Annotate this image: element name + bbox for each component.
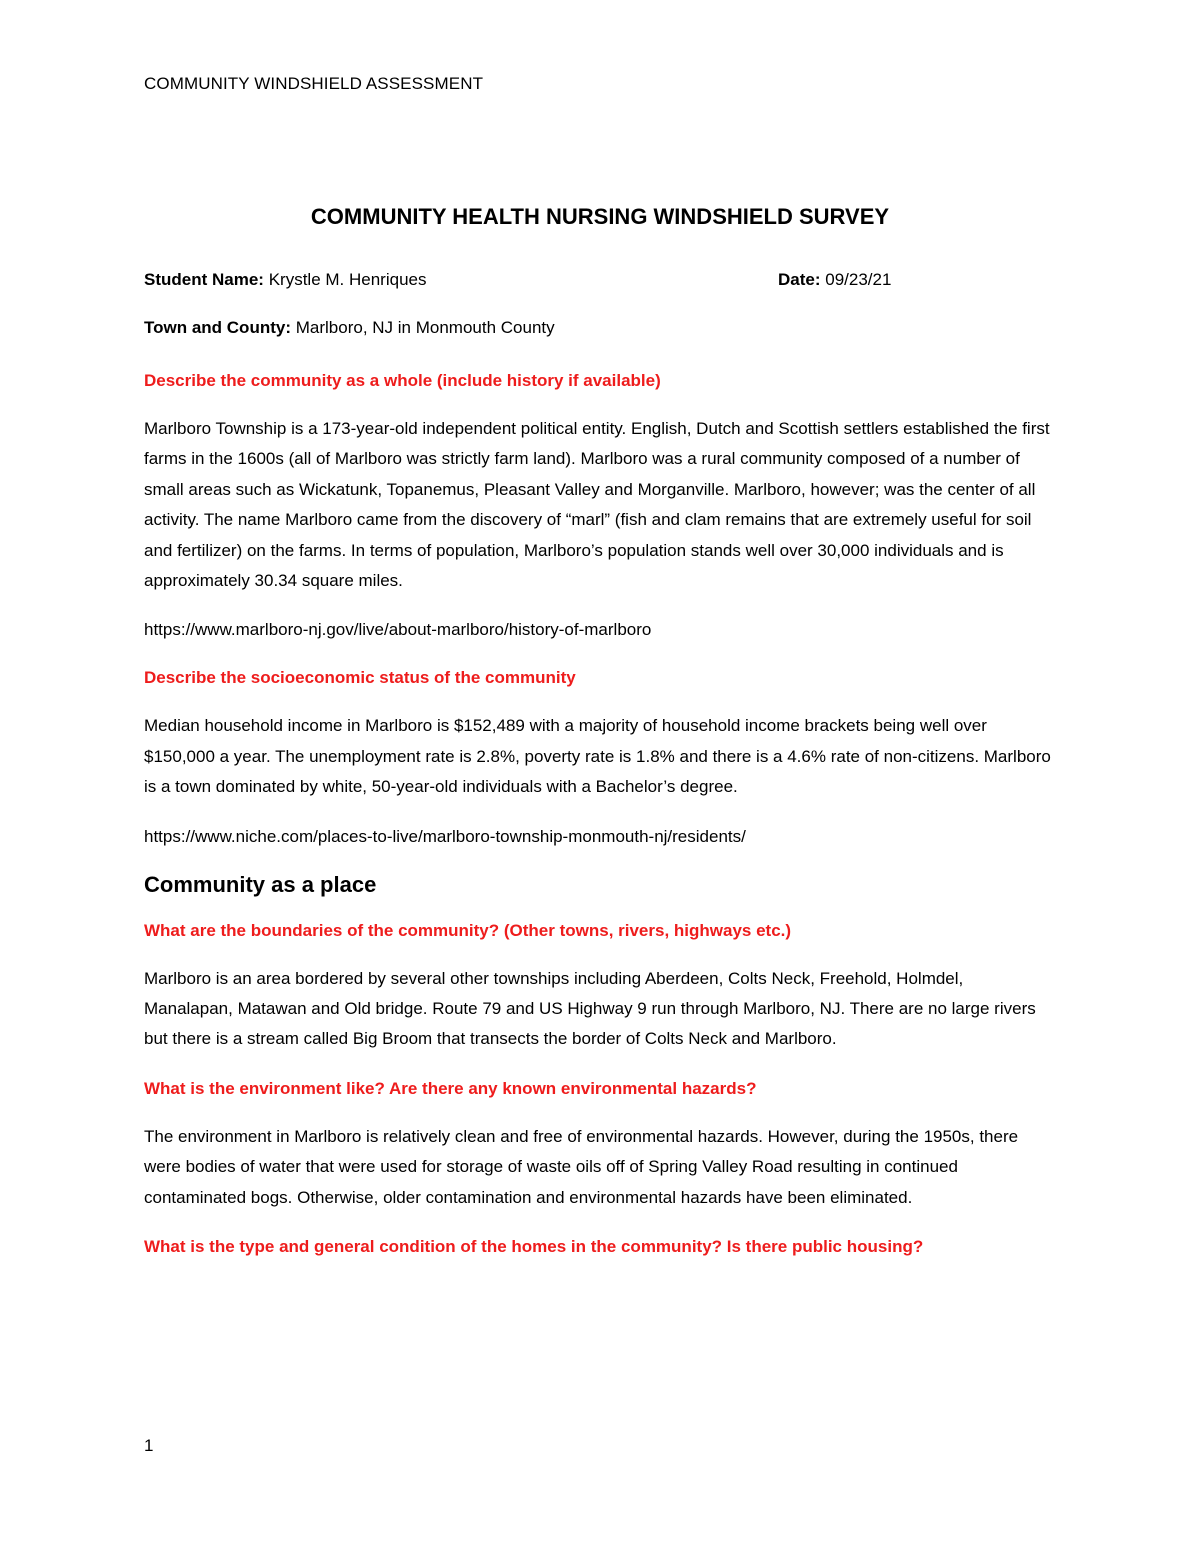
socioeconomic-source-link[interactable]: https://www.niche.com/places-to-live/marlboro-township-monmouth-nj/residents/ <box>144 826 746 846</box>
town-county-label: Town and County: <box>144 318 291 337</box>
student-name-field <box>144 270 426 289</box>
socioeconomic-question: Describe the socioeconomic status of the community <box>144 668 576 688</box>
page-number: 1 <box>144 1436 154 1455</box>
student-name-label: Student Name: <box>144 270 264 289</box>
history-question: Describe the community as a whole (include history if available) <box>144 371 661 390</box>
history-answer: Marlboro Township is a 173-year-old independent political entity. English, Dutch and Scottish settlers established the first farms in the 1600s (all of Marlboro was strictly farm land). Marlboro was a rural community composed of a number of small areas such as Wickatunk, Topanemus, Pleasant Valley and Morganville. Marlboro, however; was the center of all activity. The name Marlboro came from the discovery of “marl” (fish and clam remains that are extremely useful for soil and fertilizer) on the farms. In terms of population, Marlboro’s population stands well over 30,000 individuals and is approximately 30.34 square miles. <box>144 419 1050 591</box>
town-county-row <box>144 318 1056 342</box>
boundaries-answer: Marlboro is an area bordered by several other townships including Aberdeen, Colts Neck, Freehold, Holmdel, Manalapan, Matawan and Old bridge. Route 79 and US Highway 9 run through Marlboro, NJ. There are no large rivers but there is a stream called Big Broom that transects the border of Colts Neck and Marlboro. <box>144 968 1036 1049</box>
environment-answer: The environment in Marlboro is relatively clean and free of environmental hazards. However, during the 1950s, there were bodies of water that were used for storage of waste oils off of Spring Valley Road resulting in continued contaminated bogs. Otherwise, older contamination and environmental hazards have been eliminated. <box>144 1126 1019 1207</box>
environment-question: What is the environment like? Are there any known environmental hazards? <box>144 1078 757 1098</box>
community-as-place-heading: Community as a place <box>144 871 377 897</box>
student-date-row <box>144 270 1056 294</box>
student-name-value: Krystle M. Henriques <box>268 270 427 289</box>
socioeconomic-answer: Median household income in Marlboro is $152,489 with a majority of household income brackets being well over $150,000 a year. The unemployment rate is 2.8%, poverty rate is 1.8% and there is a 4.6% rate of non-citizens. Marlboro is a town dominated by white, 50-year-old individuals with a Bachelor’s degree. <box>144 716 1051 797</box>
document-body <box>144 204 1056 1280</box>
history-source-link[interactable]: https://www.marlboro-nj.gov/live/about-marlboro/history-of-marlboro <box>144 620 652 640</box>
date-label: Date: <box>778 270 821 289</box>
date-value: 09/23/21 <box>825 270 892 289</box>
running-header: COMMUNITY WINDSHIELD ASSESSMENT <box>144 74 484 93</box>
document-title: COMMUNITY HEALTH NURSING WINDSHIELD SURVEY <box>310 204 890 229</box>
boundaries-question: What are the boundaries of the community? (Other towns, rivers, highways etc.) <box>144 920 792 940</box>
homes-question: What is the type and general condition of the homes in the community? Is there public housing? <box>144 1237 924 1257</box>
date-field <box>778 270 891 290</box>
town-county-value: Marlboro, NJ in Monmouth County <box>295 318 555 337</box>
